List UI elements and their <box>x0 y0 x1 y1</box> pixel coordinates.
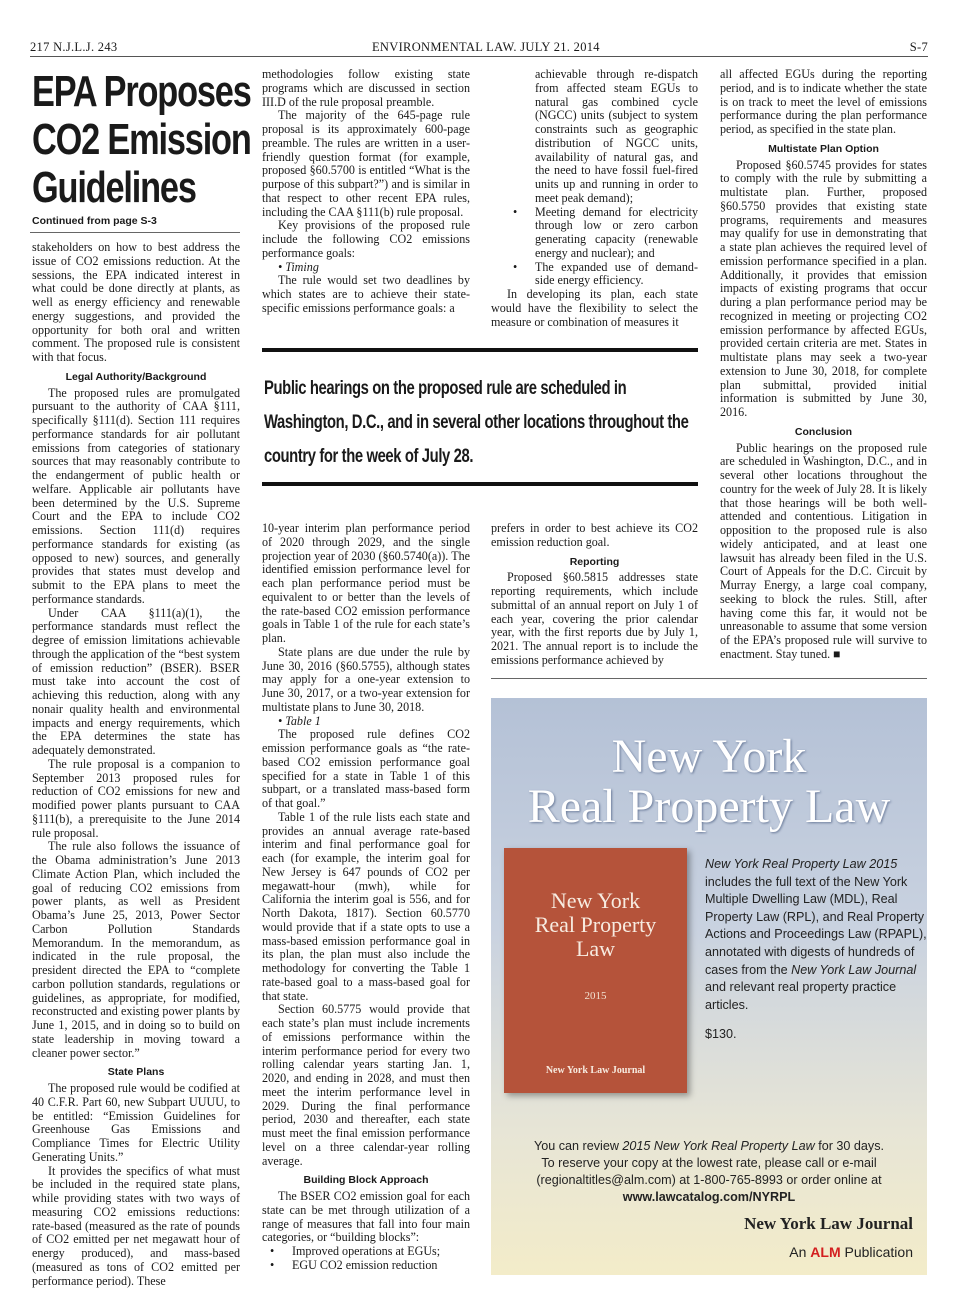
paragraph: Section 60.5775 would provide that each state’s plan must include increments of emissions performance within the interim performance period for every two rolling calendar years starting Jan. 1, 2020, and ending in 2028, and must then meet the interim performance level in 2029. During the final performance period, 2030 and thereafter, each state must meet the final emission performance level on a three calendar-year rolling average. <box>262 1002 470 1168</box>
nylj-logo: New York Law Journal <box>744 1214 913 1233</box>
building-block-list <box>491 206 698 289</box>
article-title-line-1: EPA Proposes <box>32 67 251 116</box>
paragraph: The BSER CO2 emission goal for each state can be met through utilization of a range of measures that fall into four main categories, or “building blocks”: <box>262 1189 470 1245</box>
paragraph: State plans are due under the rule by June 30, 2016 (§60.5755), although states may apply for a one-year extension to June 30, 2017, or a two-year extension for multistate plans to June 30, 2018. <box>262 644 470 714</box>
book-cover-publisher: New York Law Journal <box>545 1065 646 1076</box>
pull-quote-text: Public hearings on the proposed rule are scheduled in Washington, D.C., and in several other locations throughout the country for the week of July 28. <box>264 378 689 467</box>
paragraph: The proposed rule defines CO2 emission performance goals as “the rate-based CO2 emission performance goal specified for a state in Table 1 of this subpart, or a translated mass-based form of that goal.” <box>262 727 470 810</box>
subhead-multistate: Multistate Plan Option <box>768 142 879 155</box>
paragraph: Proposed §60.5745 provides for states to comply with the rule by submitting a multistate plan. Further, proposed §60.5750 provides that existing state programs, requirements and measures may qualify for use in demonstrating that a state plan achieves the required level of emission performance specified in a plan. Additionally, it provides that emission impacts of existing programs that occur during a plan performance period may be recognized in meeting or projecting CO2 emission performance by affected EGUs, provided certain criteria are met. States in multistate plans may seek a two-year extension to June 30, 2018, for complete plan submittal, provided initial information is submitted by June 30, 2016. <box>720 157 927 419</box>
book-cover-image <box>504 848 687 1093</box>
ad-desc-text: includes the full text of the New York Multiple Dwelling Law (MDL), Real Property Law (RPL), and Real Property Actions and Proceedings Law (RPAPL), annotated with digests of hundreds of cases from the <box>705 874 927 977</box>
column-4 <box>720 68 927 662</box>
pull-quote <box>262 348 698 486</box>
list-item: • EGU CO2 emission reduction <box>292 1259 470 1273</box>
list-label-table-1: • Table 1 <box>278 713 321 728</box>
ad-order-link[interactable]: www.lawcatalog.com/NYRPL <box>622 1190 796 1204</box>
ad-call-to-action <box>491 1138 927 1206</box>
running-header-left: 217 N.J.L.J. 243 <box>30 40 118 54</box>
paragraph: The rule would set two deadlines by which states are to achieve their state-specific emissions performance goals: a <box>262 273 470 315</box>
paragraph: achievable through re-dispatch from affected steam EGUs to natural gas combined cycle (NGCC) units (subject to system constraints such as geographic distribution of NGCC units, availability of natural gas, and the need to have fossil fuel-fired units up and running in order to meet peak demand); <box>535 67 698 205</box>
ad-cta-text: for 30 days. <box>818 1139 885 1153</box>
alm-text: An <box>789 1244 807 1260</box>
paragraph: all affected EGUs during the reporting period, and is to indicate whether the state is on track to meet the level of emissions performance during the plan performance period, as specified in the state plan. <box>720 67 927 136</box>
ad-price: $130. <box>705 1027 737 1042</box>
list-item: • Meeting demand for electricity through low or zero carbon generating capacity (renewable energy and nuclear); and <box>535 206 698 261</box>
paragraph: The majority of the 645-page rule proposal is its approximately 600-page preamble. The rules are written in a user-friendly question format (for example, proposed §60.5700 is entitled “What is the purpose of this subpart?”) and is similar in that respect to other recent EPA rules, including the CAA §111(b) rule proposal. <box>262 108 470 219</box>
running-header-center: ENVIRONMENTAL LAW. JULY 21. 2014 <box>372 40 600 54</box>
subhead-reporting: Reporting <box>569 555 620 568</box>
ad-cta-line-1 <box>491 1138 927 1155</box>
paragraph: Proposed §60.5815 addresses state reporting requirements, which include submittal of an annual report on July 1 of each year, covering the prior calendar year, with the first reports due by July 1, 2021. The annual report is to include the emissions performance achieved by <box>491 570 698 667</box>
subhead-building-block: Building Block Approach <box>303 1174 429 1187</box>
ad-cta-line-3: (regionaltitles@alm.com) at 1-800-765-8993 or order online at <box>536 1173 882 1187</box>
alm-logo: ALM <box>810 1244 841 1260</box>
list-label-timing: • Timing <box>278 259 319 274</box>
subhead-state-plans: State Plans <box>107 1066 165 1079</box>
subhead-legal-authority: Legal Authority/Background <box>65 370 207 383</box>
paragraph: Key provisions of the proposed rule include the following CO2 emissions performance goals: <box>262 218 470 260</box>
ad-desc-italic-journal: New York Law Journal <box>791 962 917 977</box>
article-title-line-3: Guidelines <box>32 163 196 212</box>
list-item: • The expanded use of demand-side energy efficiency. <box>535 261 698 289</box>
paragraph: The proposed rules are promulgated pursuant to the authority of CAA §111, specifically §111(d). Section 111 requires performance standards for air pollutant emissions from categories of stationary sources that may reasonably contribute to the endangerment of public health or welfare. Applicable air pollutants have been determined by the U.S. Supreme Court and the EPA to include CO2 emissions. Section 111(d) requires performance standards for existing (as opposed to new) sources, and generally provides that states must develop and submit to the EPA plans to meet the performance standards. <box>32 385 240 606</box>
column-3-top <box>491 68 698 329</box>
article-title-line-2: CO2 Emission <box>32 115 251 164</box>
ad-desc-text-2: and relevant real property practice articles. <box>705 980 897 1012</box>
page-number: S-7 <box>909 40 928 54</box>
building-block-list <box>262 1245 470 1273</box>
ad-desc-italic-title: New York Real Property Law 2015 <box>705 857 898 871</box>
paragraph: prefers in order to best achieve its CO2 emission reduction goal. <box>491 521 698 549</box>
paragraph: Public hearings on the proposed rule are scheduled in Washington, D.C., and in several other locations throughout the country for the week of July 28. It is likely that those hearings will be both well-attended and contentious. Litigation in opposition to the proposed rule is also widely anticipated, and at least one lawsuit has already been filed in the U.S. Court of Appeals for the D.C. Circuit by Murray Energy, a large coal company, seeking to block the rules. Still, after having come this far, it would not be unreasonable to assume that some version of the EPA’s proposed rule will survive to enactment. Stay tuned. ■ <box>720 440 927 661</box>
paragraph: In developing its plan, each state would have the flexibility to select the measure or combination of measures it <box>491 287 698 329</box>
paragraph: The rule also follows the issuance of the Obama administration’s June 2013 Climate Action Plan, which included the goal of reducing CO2 emissions from power plants, as well as President Obama’s June 25, 2013, Power Sector Carbon Pollution Standards Memorandum. In the memorandum, as indicated in the rule proposal, the president directed the EPA to “complete carbon pollution standards, regulations or guidelines, as appropriate, for modified, reconstructed and existing power plants by June 1, 2015, and in doing so to build on state leadership in moving toward a cleaner power sector.” <box>32 839 240 1060</box>
paragraph: methodologies follow existing state programs which are discussed in section III.D of the rule proposal preamble. <box>262 67 470 109</box>
column-2-bottom <box>262 522 470 1273</box>
paragraph: The proposed rule would be codified at 40 C.F.R. Part 60, new Subpart UUUU, to be entitled: “Emission Guidelines for Greenhouse Gas Emissions and Compliance Times for Electric Utility Generating Units.” <box>32 1081 240 1164</box>
ad-title-line-1: New York <box>611 730 807 783</box>
ad-description <box>705 856 927 1044</box>
ad-title-line-2: Real Property Law <box>527 780 891 833</box>
title-rule <box>30 232 240 233</box>
ad-cta-text: You can review <box>533 1139 619 1153</box>
book-cover-title-1: New York <box>550 888 641 913</box>
column-1 <box>32 241 240 1288</box>
header-rule <box>30 56 928 57</box>
paragraph: stakeholders on how to best address the issue of CO2 emissions reduction. At the sessions, the EPA indicated interest in what could be done directly at plants, as well as energy efficiency and renewable energy suggestions, and provided the opportunity for both oral and written comment. The proposed rule is consistent with that focus. <box>32 240 240 364</box>
alm-publication-mark <box>789 1244 913 1260</box>
list-item: • Improved operations at EGUs; <box>292 1245 470 1259</box>
ad-cta-line-2: To reserve your copy at the lowest rate, please call or e-mail <box>541 1156 877 1170</box>
subhead-conclusion: Conclusion <box>794 425 853 438</box>
paragraph: 10-year interim plan performance period of 2020 through 2029, and the single projection year of 2030 (§60.5740(a)). The identified emission performance level for each plan performance period must be equivalent to or better than the levels of the rate-based CO2 emission performance goals in Table 1 of the rule for each state’s plan. <box>262 521 470 645</box>
paragraph: It provides the specifics of what must be included in the required state plans, while providing states with two ways of measuring CO2 emissions reductions: rate-based (measured as the rate of pounds of CO2 emitted per net megawatt hour of energy produced), and mass-based (measured as tons of CO2 emitted per performance period). These <box>32 1163 240 1288</box>
book-cover-title-3: Law <box>575 936 616 961</box>
column-3-bottom <box>491 522 698 668</box>
book-cover-title-2: Real Property <box>534 912 657 937</box>
ad-separator-rule <box>491 678 927 679</box>
paragraph: The rule proposal is a companion to September 2013 proposed rules for reduction of CO2 emissions for new and modified power plants pursuant to CAA §111(b), a prerequisite to the June 2014 rule proposal. <box>32 756 240 840</box>
paragraph: Table 1 of the rule lists each state and provides an annual average rate-based interim and final performance goal for each (for example, the interim goal for New Jersey is 647 pounds of CO2 per megawatt-hour (mwh), while for California the interim goal is 556, and for North Dakota, 1817). Section 60.5770 would provide that if a state opts to use a mass-based emission performance goal in its plan, the plan must also include the methodology for converting the Table 1 rate-based goal to a mass-based goal for that state. <box>262 809 470 1003</box>
book-advertisement[interactable] <box>491 698 927 1275</box>
book-cover-year: 2015 <box>584 990 607 1002</box>
continued-from-note: Continued from page S-3 <box>32 215 157 227</box>
ad-cta-book-title: 2015 New York Real Property Law <box>622 1139 815 1153</box>
column-2-top <box>262 68 470 316</box>
alm-text: Publication <box>844 1244 913 1260</box>
paragraph: Under CAA §111(a)(1), the performance standards must reflect the degree of emission limitations achievable through the application of the “best system of emission reduction” (BSER). BSER must take into account the cost of achieving this reduction, along with any nonair quality health and environmental impacts and energy requirements, which the EPA determines the state has adequately demonstrated. <box>32 605 240 757</box>
